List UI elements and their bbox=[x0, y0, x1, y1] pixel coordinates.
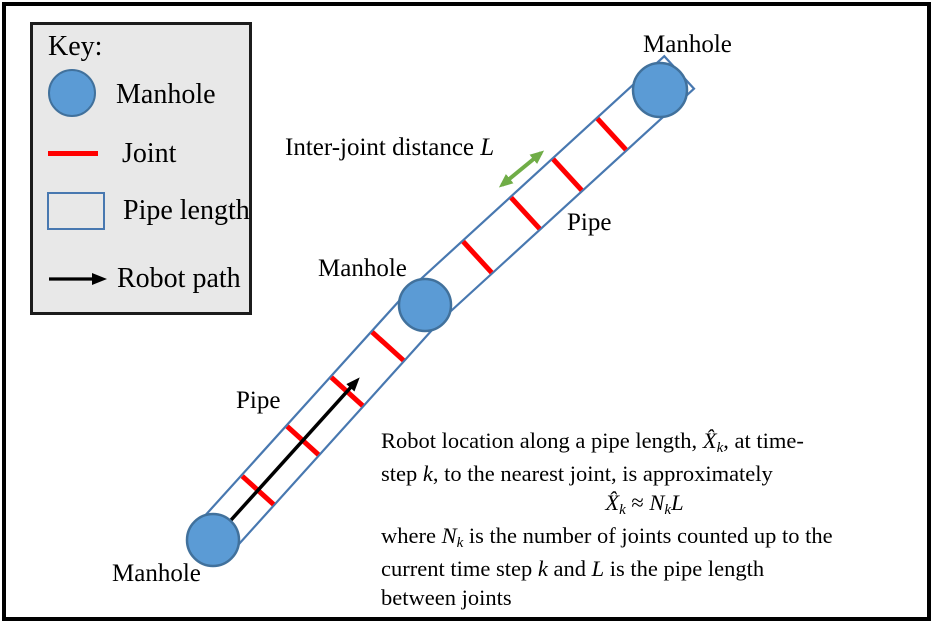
joint-icon bbox=[48, 151, 98, 156]
pipe-length-icon bbox=[47, 192, 105, 230]
key-pipe-length-label: Pipe length bbox=[123, 195, 250, 226]
annotation-formula bbox=[381, 488, 908, 521]
annotation-line-1 bbox=[381, 426, 908, 459]
annotation-text: between joints bbox=[381, 585, 512, 610]
math-var: N bbox=[441, 523, 457, 548]
annotation-text: step bbox=[381, 461, 423, 486]
annotation-line-5 bbox=[381, 554, 908, 583]
manhole-top-label: Manhole bbox=[643, 31, 732, 58]
key-joint-label: Joint bbox=[122, 138, 177, 169]
math-var: k bbox=[422, 461, 433, 486]
manhole-middle bbox=[399, 279, 451, 331]
annotation-text: current time step bbox=[381, 556, 538, 581]
key-manhole-label: Manhole bbox=[116, 79, 216, 110]
annotation-text: and bbox=[547, 556, 592, 581]
annotation-text: , at time- bbox=[723, 428, 804, 453]
robot-path-icon bbox=[48, 270, 108, 288]
annotation-text: is the pipe length bbox=[604, 556, 765, 581]
math-subscript: k bbox=[619, 502, 626, 518]
annotation-text: where bbox=[381, 523, 442, 548]
annotation-text: is the number of joints counted up to the bbox=[463, 523, 833, 548]
math-var: X̂ bbox=[702, 428, 717, 453]
annotation-line-4 bbox=[381, 521, 908, 554]
key-robot-path-label: Robot path bbox=[117, 263, 241, 294]
annotation-block bbox=[381, 426, 908, 612]
inter-joint-distance-text: Inter-joint distance bbox=[285, 134, 481, 161]
manhole-bottom bbox=[187, 514, 239, 566]
math-subscript: k bbox=[716, 440, 724, 456]
pipe-upper-label: Pipe bbox=[567, 209, 612, 236]
annotation-line-6 bbox=[381, 583, 908, 612]
math-var: k bbox=[537, 556, 548, 581]
manhole-top bbox=[633, 63, 687, 117]
math-var: X̂ bbox=[605, 490, 620, 515]
math-subscript: k bbox=[664, 502, 672, 518]
math-var: L bbox=[671, 490, 684, 515]
annotation-line-2 bbox=[381, 459, 908, 488]
approx-symbol: ≈ bbox=[625, 490, 650, 515]
math-var: L bbox=[480, 134, 495, 161]
annotation-text: Robot location along a pipe length, bbox=[381, 428, 703, 453]
annotation-text: , to the nearest joint, is approximately bbox=[432, 461, 773, 486]
inter-joint-distance-label bbox=[285, 135, 494, 160]
math-var: L bbox=[591, 556, 605, 581]
pipe-lower-label: Pipe bbox=[236, 387, 281, 414]
math-var: N bbox=[649, 490, 665, 515]
manhole-icon bbox=[48, 69, 96, 117]
key-legend bbox=[30, 22, 252, 315]
math-subscript: k bbox=[456, 535, 464, 551]
manhole-middle-label: Manhole bbox=[318, 255, 407, 282]
key-title: Key: bbox=[48, 31, 103, 62]
manhole-bottom-label: Manhole bbox=[112, 560, 201, 587]
